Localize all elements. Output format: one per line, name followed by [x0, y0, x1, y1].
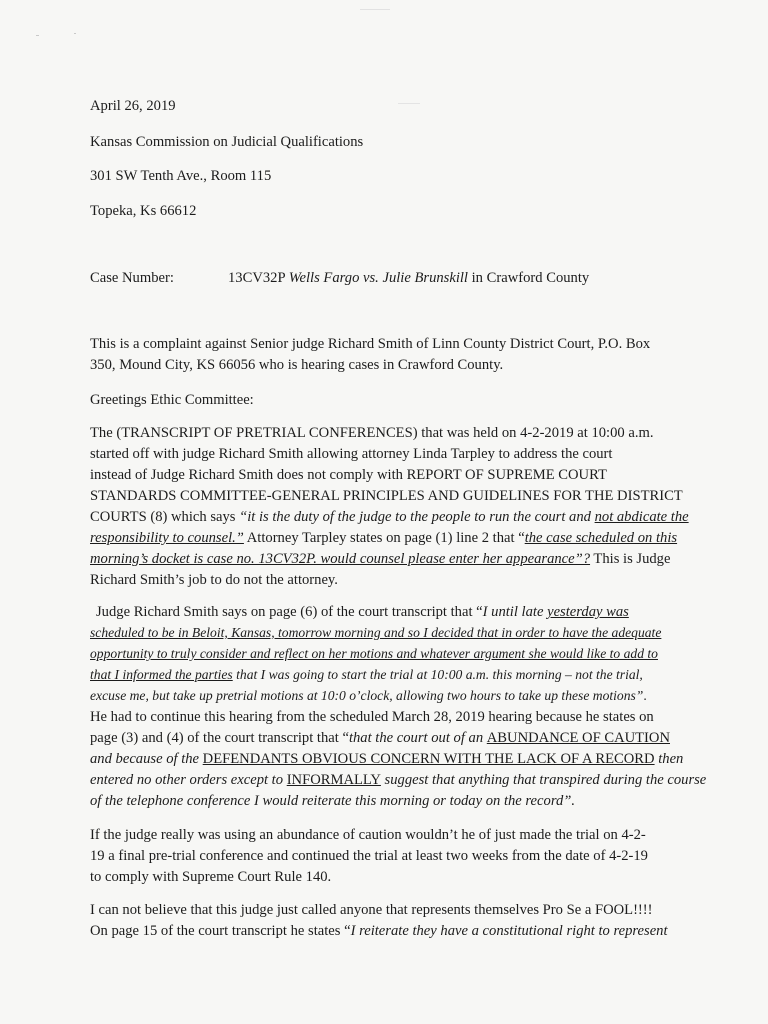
- p2-line: [90, 748, 690, 770]
- recipient-street: 301 SW Tenth Ave., Room 115: [90, 168, 272, 184]
- emphasis-underlined: DEFENDANTS OBVIOUS CONCERN WITH THE LACK OF A RECORD: [202, 751, 655, 767]
- case-parties: Wells Fargo vs. Julie Brunskill: [288, 270, 468, 286]
- p3-line: 19 a final pre-trial conference and continued the trial at least two weeks from the date of 4-2-19: [90, 848, 648, 864]
- p1-line: started off with judge Richard Smith allowing attorney Linda Tarpley to address the court: [90, 446, 613, 462]
- scan-speck: [74, 33, 76, 34]
- p2-line: of the telephone conference I would reiterate this morning or today on the record”.: [90, 793, 576, 809]
- p2-line: [90, 664, 690, 686]
- case-number: 13CV32P: [228, 270, 289, 286]
- quote: “it is the duty of the judge to the people to run the court and: [239, 509, 595, 525]
- quote: suggest that anything that transpired during the course: [380, 772, 707, 788]
- text: COURTS (8) which says: [90, 509, 240, 525]
- p1-line: STANDARDS COMMITTEE-GENERAL PRINCIPLES AND GUIDELINES FOR THE DISTRICT: [90, 488, 683, 504]
- p1-line: instead of Judge Richard Smith does not comply with REPORT OF SUPREME COURT: [90, 467, 607, 483]
- p2-line: [96, 601, 696, 623]
- text: Judge Richard Smith says on page (6) of the court transcript that “: [96, 604, 483, 620]
- quote: and because of the: [90, 751, 203, 767]
- p2-line: opportunity to truly consider and reflect on her motions and whatever argument she would like to add to: [90, 646, 658, 661]
- quote-underlined: morning’s docket is case no. 13CV32P. would counsel please enter her appearance”?: [90, 551, 591, 567]
- quote: excuse me, but take up pretrial motions at 10:0 o’clock, allowing two hours to take up these motions”: [90, 688, 644, 703]
- p4-line: I can not believe that this judge just called anyone that represents themselves Pro Se a FOOL!!!!: [90, 902, 653, 918]
- case-county: in Crawford County: [467, 270, 590, 286]
- p2-line: He had to continue this hearing from the scheduled March 28, 2019 hearing because he states on: [90, 709, 654, 725]
- case-reference: [228, 267, 589, 289]
- quote: I reiterate they have a constitutional right to represent: [350, 923, 668, 939]
- letter-date: April 26, 2019: [90, 98, 176, 114]
- quote-underlined: yesterday was: [547, 604, 629, 620]
- emphasis-underlined: INFORMALLY: [286, 772, 381, 788]
- p4-line: [90, 920, 690, 942]
- p1-line: [90, 506, 690, 528]
- text: On page 15 of the court transcript he states “: [90, 923, 351, 939]
- p2-line: [90, 769, 707, 791]
- p1-line: [90, 527, 690, 549]
- emphasis-underlined: ABUNDANCE OF CAUTION: [486, 730, 670, 746]
- greeting: Greetings Ethic Committee:: [90, 392, 254, 408]
- p1-line: [90, 548, 690, 570]
- p3-line: to comply with Supreme Court Rule 140.: [90, 869, 332, 885]
- quote: then: [654, 751, 684, 767]
- intro-line: This is a complaint against Senior judge Richard Smith of Linn County District Court, P.O. Box: [90, 336, 651, 352]
- quote: that the court out of an: [348, 730, 487, 746]
- recipient-city: Topeka, Ks 66612: [90, 203, 197, 219]
- quote: I until late: [482, 604, 548, 620]
- intro-line: 350, Mound City, KS 66056 who is hearing cases in Crawford County.: [90, 357, 504, 373]
- text: This is Judge: [590, 551, 671, 567]
- quote-underlined: the case scheduled on this: [524, 530, 678, 546]
- quote-underlined: not abdicate the: [594, 509, 689, 525]
- quote: entered no other orders except to: [90, 772, 287, 788]
- p1-line: The (TRANSCRIPT OF PRETRIAL CONFERENCES) that was held on 4-2-2019 at 10:00 a.m.: [90, 425, 654, 441]
- scan-speck: [36, 35, 39, 36]
- p1-line: Richard Smith’s job to do not the attorney.: [90, 572, 338, 588]
- scan-speck: [360, 9, 390, 10]
- quote: that I was going to start the trial at 10:00 a.m. this morning – not the trial,: [232, 667, 643, 682]
- case-label: Case Number:: [90, 270, 174, 286]
- text: .: [643, 688, 647, 703]
- text: page (3) and (4) of the court transcript that “: [90, 730, 349, 746]
- quote-underlined: that I informed the parties: [90, 667, 233, 682]
- p2-line: [90, 685, 690, 707]
- p3-line: If the judge really was using an abundance of caution wouldn’t he of just made the trial on 4-2-: [90, 827, 646, 843]
- quote-underlined: responsibility to counsel.”: [90, 530, 244, 546]
- text: Attorney Tarpley states on page (1) line 2 that “: [243, 530, 525, 546]
- p2-line: scheduled to be in Beloit, Kansas, tomorrow morning and so I decided that in order to have the adequate: [90, 625, 662, 640]
- case-line: [90, 267, 690, 289]
- recipient-name: Kansas Commission on Judicial Qualifications: [90, 134, 364, 150]
- p2-line: [90, 727, 690, 749]
